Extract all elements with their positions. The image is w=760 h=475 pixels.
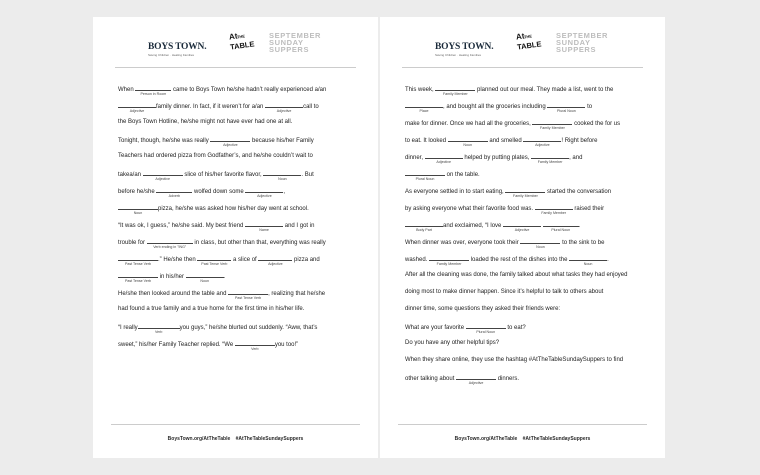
story-line [405,271,647,288]
boys-town-tagline: Saving Children · Healing Families [435,53,482,57]
at-the-table-logo [227,30,253,56]
blank-hint-label: Family Member [513,194,538,198]
story-text: “It was ok, I guess,” he/she said. My best friend [118,223,246,229]
fill-in-blank[interactable] [118,101,156,113]
story-text: , and bought all the groceries including [443,104,548,110]
story-text: doing most to make dinner happen. Since it’s helpful to talk to others about [405,289,604,295]
story-line [405,135,647,152]
blank-hint-label: Family Member [537,160,563,164]
blank-hint-label: Body Part [416,228,432,232]
fill-in-blank[interactable] [228,288,268,300]
story-text: Do you have any other helpful tips? [405,340,500,346]
blank-hint-label: Past Tense Verb [124,279,152,283]
story-text: you too!” [274,342,299,348]
story-text: started the conversation [545,189,612,195]
boys-town-tagline: Saving Children · Healing Families [148,53,195,57]
story-line [405,288,647,305]
fill-in-blank[interactable] [435,84,475,96]
fill-in-blank[interactable] [456,373,496,385]
story-line [405,101,647,118]
ss-line-1: SEPTEMBER [269,31,322,40]
blank-hint-label: Adjective [155,177,170,181]
story-line [405,169,647,186]
fill-in-blank[interactable] [405,169,445,181]
blank-hint-label: Person in Room [140,92,167,96]
story-text: dinner time, some questions they asked their friends were: [405,306,561,312]
blank-hint-label: Adjective [468,381,484,385]
page-header [380,30,665,64]
story-line [118,237,360,254]
story-text: takea/an [118,172,143,178]
story-line [118,271,360,288]
story-line [118,203,360,220]
mad-lib-page-left [93,17,378,458]
story-text: , [283,189,286,195]
story-text: He/she then looked around the table and [118,291,229,297]
story-text: .” He/she then [158,257,198,263]
story-text: planned out our meal. They made a list, went to the [475,87,614,93]
blank-hint-label: Noun [536,245,545,249]
story-line [118,135,360,152]
story-text: on the table. [445,172,480,178]
story-text: and smelled [487,138,524,144]
story-line [405,84,647,101]
att-word-3: TABLE [229,39,255,52]
ss-line-3: SUPPERS [556,45,597,55]
page-footer [93,436,378,442]
story-text: by asking everyone what their favorite food was. [405,206,535,212]
blank-hint-label: Place [419,109,429,113]
story-text: had found a true family and a true home for the first time in his/her life. [118,306,305,312]
fill-in-blank[interactable] [520,237,560,249]
story-text: dinner, [405,155,425,161]
story-text: This week, [405,87,436,93]
story-line [118,118,360,135]
blank-hint-label: Verb [154,330,163,334]
ss-line-2: SUNDAY [269,38,304,48]
fill-in-blank[interactable] [210,135,250,147]
header-divider [115,67,356,68]
boys-town-logo [148,42,206,57]
story-text: to eat? [505,325,526,331]
fill-in-blank[interactable] [118,203,158,215]
blank-hint-label: Noun [278,177,287,181]
fill-in-blank[interactable] [156,186,192,198]
story-text: What are your favorite [405,325,466,331]
story-text: , and [569,155,583,161]
ss-line-1: SEPTEMBER [556,31,609,40]
blank-hint-label: Adjective [436,160,451,164]
story-text: pizza, he/she was asked how his/her day went at school. [158,206,309,212]
story-text: washed. [405,257,430,263]
story-line [118,220,360,237]
story-text: dinners. [496,376,520,382]
story-body [405,84,647,390]
story-line [118,322,360,339]
story-text: raised their [572,206,605,212]
blank-hint-label: Past Tense Verb [124,262,152,266]
fill-in-blank[interactable] [425,152,463,164]
fill-in-blank[interactable] [405,101,443,113]
att-word-3: TABLE [516,39,542,52]
blank-hint-label: Verb [251,347,259,351]
blank-hint-label: Adverb [168,194,181,198]
fill-in-blank[interactable] [503,220,541,232]
story-text: After all the cleaning was done, the family talked about what tasks they had enjoyed [405,272,628,278]
story-text: pizza and [292,257,320,263]
blank-hint-label: Family Member [436,262,462,266]
story-text: came to Boys Town he/she hadn’t really experienced a/an [171,87,327,93]
blank-hint-label: Adjective [535,143,550,147]
september-sunday-suppers-logo [269,32,321,54]
story-text: Teachers had ordered pizza from Godfather’s, and he/she couldn’t wait to [118,153,313,159]
story-line [405,356,647,373]
story-text: . But [301,172,314,178]
story-line [405,118,647,135]
story-body [118,84,360,356]
story-line [405,254,647,271]
fill-in-blank[interactable] [265,101,303,113]
footer-hashtag: #AtTheTableSundaySuppers [522,436,591,442]
story-text: and exclaimed, “I love [443,223,504,229]
story-line [405,305,647,322]
blank-hint-label: Family Member [540,126,565,130]
blank-hint-label: Family Member [541,211,567,215]
story-text: “I really [118,325,138,331]
story-text: Tonight, though, he/she was really [118,138,211,144]
story-text: before he/she [118,189,157,195]
story-text: to the sink to be [560,240,605,246]
story-text: in his/her [158,274,186,280]
ss-line-3: SUPPERS [269,45,310,55]
story-line [118,152,360,169]
story-text: . [223,274,226,280]
blank-hint-label: Adjective [276,109,292,113]
boys-town-wordmark: BOYS TOWN. [435,42,494,52]
september-sunday-suppers-logo [556,32,608,54]
story-text: other talking about [405,376,457,382]
fill-in-blank[interactable] [135,84,171,96]
story-text: because his/her Family [250,138,314,144]
story-text: When they share online, they use the hashtag #AtTheTableSundaySuppers to find [405,357,624,363]
fill-in-blank[interactable] [186,271,224,283]
boys-town-wordmark: BOYS TOWN. [148,42,207,52]
fill-in-blank[interactable] [118,254,158,266]
fill-in-blank[interactable] [535,203,573,215]
att-word-1: At [515,31,526,42]
att-word-1: At [228,31,239,42]
fill-in-blank[interactable] [147,237,193,249]
blank-hint-label: Adjective [257,194,272,198]
blank-hint-label: Verb ending in "ING" [153,245,187,249]
boys-town-logo [435,42,493,57]
story-text: . [578,223,581,229]
story-text: to eat. It looked [405,138,448,144]
fill-in-blank[interactable] [235,339,275,351]
story-text: cooked the for us [572,121,621,127]
blank-hint-label: Plural Noun [557,109,576,113]
story-text: loaded the rest of the dishes into the [469,257,570,263]
fill-in-blank[interactable] [505,186,545,198]
story-text: family dinner. In fact, if it weren’t for a/an [156,104,266,110]
blank-hint-label: Past Tense Verb [235,296,262,300]
story-text: make for dinner. Once we had all the groceries, [405,121,533,127]
story-line [118,101,360,118]
story-line [118,305,360,322]
blank-hint-label: Plural Noun [415,177,435,181]
story-text: sweet,” his/her Family Teacher replied. “We [118,342,235,348]
story-line [118,169,360,186]
blank-hint-label: Family Member [442,92,468,96]
att-word-2: THE [236,33,246,40]
story-line [405,152,647,169]
story-text: call to [303,104,319,110]
fill-in-blank[interactable] [405,220,443,232]
story-line [118,288,360,305]
story-line [405,237,647,254]
page-header [93,30,378,64]
story-line [405,220,647,237]
story-text: and I got in [283,223,315,229]
fill-in-blank[interactable] [118,271,158,283]
fill-in-blank[interactable] [543,220,579,232]
fill-in-blank[interactable] [547,101,585,113]
footer-divider [111,424,360,425]
fill-in-blank[interactable] [245,220,283,232]
footer-divider [398,424,647,425]
story-text: When [118,87,136,93]
blank-hint-label: Name [259,228,269,232]
story-text: As everyone settled in to start eating, [405,189,506,195]
story-line [405,373,647,390]
story-text: wolfed down some [192,189,246,195]
header-divider [402,67,643,68]
story-text: slice of his/her favorite flavor, [182,172,264,178]
fill-in-blank[interactable] [138,322,180,334]
blank-hint-label: Adjective [514,228,530,232]
fill-in-blank[interactable] [197,254,231,266]
story-text: in class, but other than that, everything was really [192,240,326,246]
story-text: trouble for [118,240,147,246]
story-line [118,84,360,101]
blank-hint-label: Plural Noun [476,330,496,334]
story-text: helped by putting plates, [462,155,532,161]
fill-in-blank[interactable] [448,135,488,147]
page-footer [380,436,665,442]
fill-in-blank[interactable] [466,322,506,334]
fill-in-blank[interactable] [569,254,607,266]
story-text: ! Right before [561,138,598,144]
ss-line-2: SUNDAY [556,38,591,48]
blank-hint-label: Noun [133,211,143,215]
fill-in-blank[interactable] [245,186,286,198]
story-text: the Boys Town Hotline, he/she might not have ever had one at all. [118,119,293,125]
blank-hint-label: Past Tense Verb [201,262,228,266]
story-line [405,322,647,339]
blank-hint-label: Adjective [268,262,283,266]
fill-in-blank[interactable] [523,135,561,147]
blank-hint-label: Adjective [223,143,238,147]
story-text: , realizing that he/she [268,291,326,297]
story-line [118,254,360,271]
fill-in-blank[interactable] [531,152,569,164]
footer-hashtag: #AtTheTableSundaySuppers [235,436,304,442]
blank-hint-label: Noun [200,279,209,283]
fill-in-blank[interactable] [263,169,301,181]
fill-in-blank[interactable] [532,118,572,130]
story-line [118,339,360,356]
blank-hint-label: Plural Noun [551,228,571,232]
story-text: you guys,” he/she blurted out suddenly. “Aww, that’s [179,325,318,331]
story-line [405,203,647,220]
fill-in-blank[interactable] [429,254,469,266]
story-line [405,186,647,203]
att-word-2: THE [523,33,533,40]
blank-hint-label: Adjective [129,109,145,113]
blank-hint-label: Noun [583,262,593,266]
story-text: When dinner was over, everyone took their [405,240,521,246]
story-line [118,186,360,203]
footer-url: BoysTown.org/AtTheTable [454,436,518,442]
mad-lib-page-right [380,17,665,458]
blank-hint-label: Noun [463,143,472,147]
footer-url: BoysTown.org/AtTheTable [167,436,231,442]
fill-in-blank[interactable] [143,169,183,181]
story-text: to [585,104,593,110]
story-text: . [607,257,609,263]
story-line [405,339,647,356]
at-the-table-logo [514,30,540,56]
story-text: a slice of [231,257,259,263]
fill-in-blank[interactable] [258,254,292,266]
